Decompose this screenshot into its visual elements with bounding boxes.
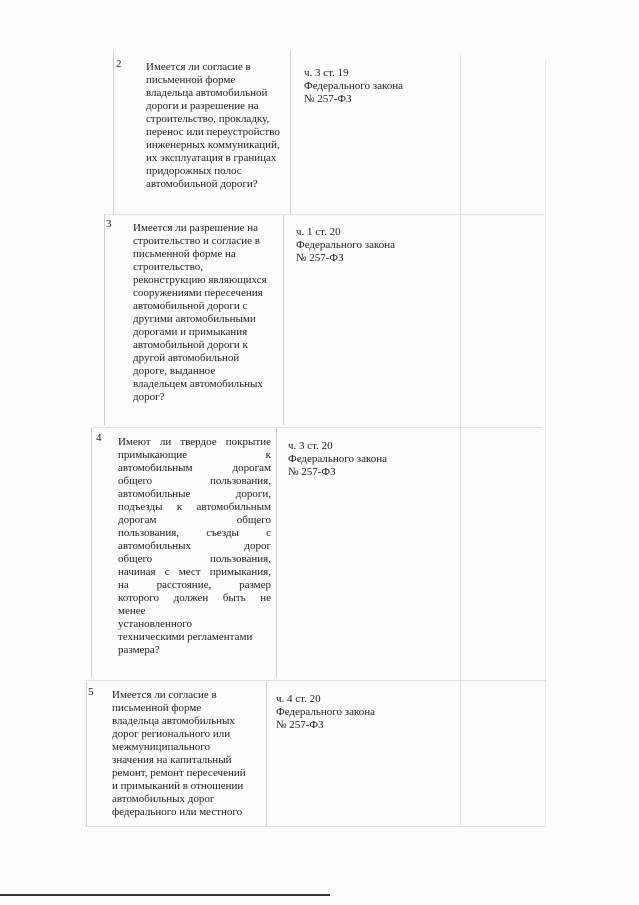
reference-line: ч. 3 ст. 20 xyxy=(288,440,333,452)
question-line: автомобильных дорог xyxy=(118,540,271,552)
reference-line: ч. 4 ст. 20 xyxy=(276,693,321,705)
question-line: дороге, выданное xyxy=(133,365,216,377)
question-line: их эксплуатация в границах xyxy=(146,152,277,164)
law-reference xyxy=(276,693,375,732)
question-line: другой автомобильной xyxy=(133,352,240,364)
question-line: другими автомобильными xyxy=(133,313,256,325)
question-text xyxy=(146,61,291,191)
reference-line: № 257-ФЗ xyxy=(296,252,344,264)
table-row-divider xyxy=(86,826,546,827)
question-line: дорог? xyxy=(133,391,165,403)
question-line: общего пользования, xyxy=(118,553,271,565)
question-line: автомобильные дороги, xyxy=(118,488,271,500)
row-number: 3 xyxy=(106,218,112,230)
question-line: Имеется ли согласие в xyxy=(112,689,217,701)
reference-line: ч. 3 ст. 19 xyxy=(304,67,349,79)
question-line: строительство, прокладку, xyxy=(146,113,270,125)
question-line: техническими регламентами xyxy=(118,631,253,643)
question-line: автомобильным дорогам xyxy=(118,462,271,474)
table-row-divider xyxy=(104,214,544,215)
question-line: менее xyxy=(118,605,146,617)
question-line: примыкающие к xyxy=(118,449,271,461)
reference-line: Федерального закона xyxy=(304,80,404,92)
question-line: ремонт, ремонт пересечений xyxy=(112,767,246,779)
reference-line: ч. 1 ст. 20 xyxy=(296,226,341,238)
question-line: реконструкцию являющихся xyxy=(133,274,267,286)
table-row-divider xyxy=(86,680,546,681)
question-line: автомобильных дорог xyxy=(112,793,215,805)
table-col-divider xyxy=(283,215,284,425)
question-line: дорогам общего xyxy=(118,514,271,526)
question-line: размера? xyxy=(118,644,160,656)
table-left-border xyxy=(86,682,87,827)
law-reference xyxy=(296,226,395,265)
question-line: федерального или местного xyxy=(112,806,243,818)
table-col-divider xyxy=(276,428,277,678)
question-line: инженерных коммуникаций, xyxy=(146,139,280,151)
question-line: на расстояние, размер xyxy=(118,579,271,591)
question-line: подъезды к автомобильным xyxy=(118,501,271,513)
law-reference xyxy=(288,440,387,479)
question-line: пользования, съезды с xyxy=(118,527,271,539)
question-line: автомобильной дороги? xyxy=(146,178,258,190)
question-line: перенос или переустройство xyxy=(146,126,280,138)
table-col-divider xyxy=(460,55,461,825)
question-line: которого должен быть не xyxy=(118,592,271,604)
question-line: и примыканий в отношении xyxy=(112,780,244,792)
question-line: установленного xyxy=(118,618,193,630)
law-reference xyxy=(304,67,403,106)
reference-line: Федерального закона xyxy=(288,453,388,465)
row-number: 4 xyxy=(96,432,102,444)
question-line: строительство и согласие в xyxy=(133,235,260,247)
table-col-divider xyxy=(266,682,267,827)
reference-line: № 257-ФЗ xyxy=(304,93,352,105)
question-line: владельцем автомобильных xyxy=(133,378,263,390)
question-text xyxy=(118,436,271,657)
question-line: Имеют ли твердое покрытие xyxy=(118,436,271,448)
reference-line: Федерального закона xyxy=(296,239,396,251)
question-line: Имеется ли разрешение на xyxy=(133,222,259,234)
reference-line: Федерального закона xyxy=(276,706,376,718)
question-line: владельца автомобильных xyxy=(112,715,235,727)
question-line: письменной форме xyxy=(146,74,236,86)
question-line: значения на капитальный xyxy=(112,754,232,766)
question-line: общего пользования, xyxy=(118,475,271,487)
row-number: 5 xyxy=(88,686,94,698)
question-line: дорогами и примыкания xyxy=(133,326,248,338)
table-row-divider xyxy=(92,427,542,428)
question-line: автомобильной дороги с xyxy=(133,300,248,312)
question-line: Имеется ли согласие в xyxy=(146,61,251,73)
reference-line: № 257-ФЗ xyxy=(288,466,336,478)
table-left-border xyxy=(104,215,105,425)
question-line: владельца автомобильной xyxy=(146,87,268,99)
table-left-border xyxy=(113,50,114,215)
question-line: сооружениями пересечения xyxy=(133,287,263,299)
question-line: придорожных полос xyxy=(146,165,242,177)
question-line: межмуниципального xyxy=(112,741,210,753)
question-line: письменной форме xyxy=(112,702,202,714)
question-line: письменной форме на xyxy=(133,248,236,260)
question-text xyxy=(112,689,262,819)
question-line: дорог регионального или xyxy=(112,728,231,740)
question-line: строительство, xyxy=(133,261,203,273)
table-col-divider xyxy=(545,60,546,825)
question-text xyxy=(133,222,281,404)
question-line: автомобильной дороги к xyxy=(133,339,248,351)
table-left-border xyxy=(91,428,92,678)
question-line: начиная с мест примыкания, xyxy=(118,566,271,578)
scan-edge-line xyxy=(0,894,330,896)
reference-line: № 257-ФЗ xyxy=(276,719,324,731)
question-line: дороги и разрешение на xyxy=(146,100,259,112)
row-number: 2 xyxy=(116,58,122,70)
